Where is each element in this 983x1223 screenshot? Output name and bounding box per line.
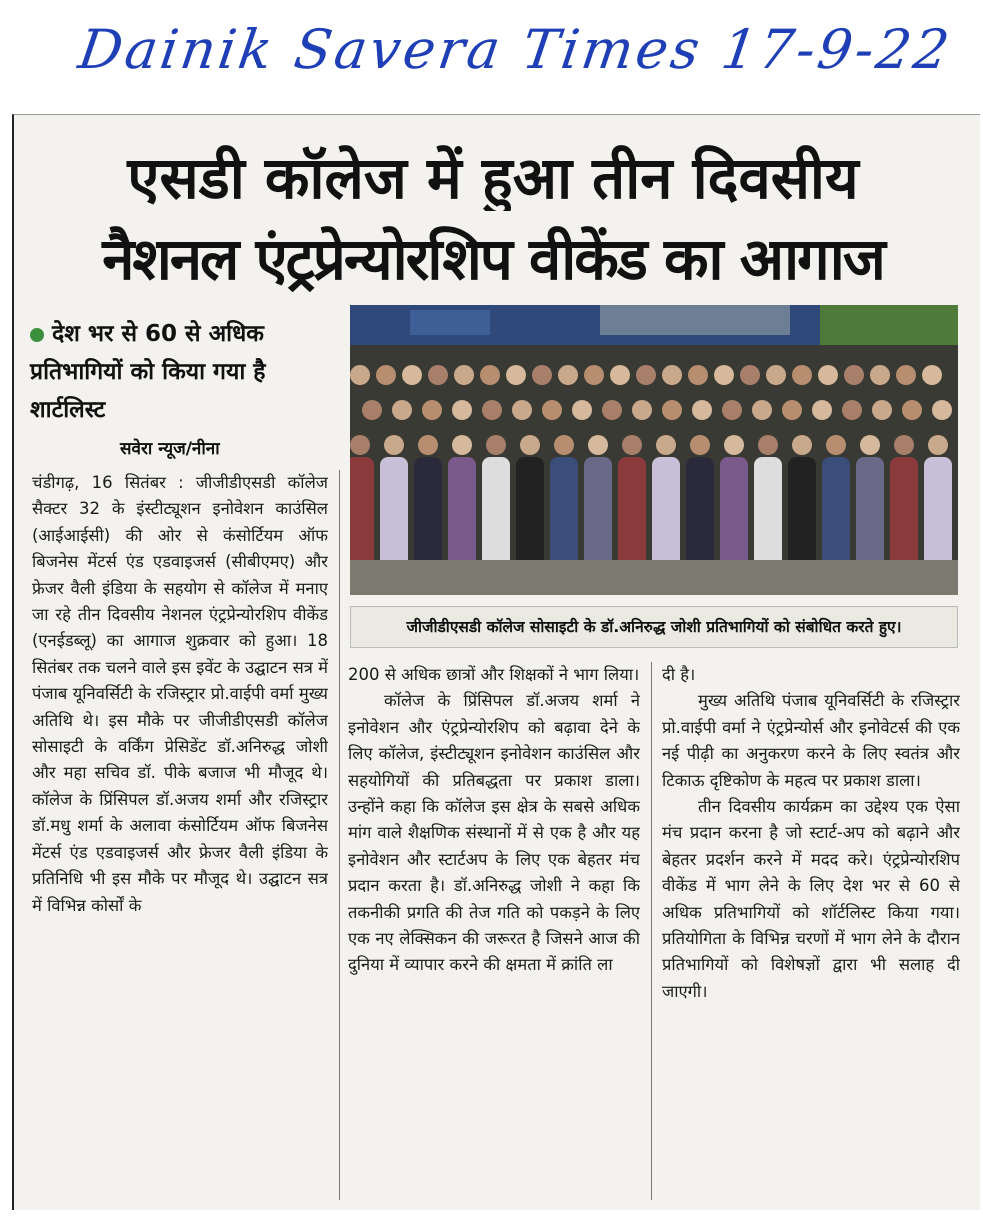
column-divider [651, 662, 652, 1200]
paragraph: चंडीगढ़, 16 सितंबर : जीजीडीएसडी कॉलेज सैक्टर 32 के इंस्टीट्यूशन इनोवेशन काउंसिल (आईआईसी) की ओर से कंसोर्टियम ऑफ बिजनेस मेंटर्स एंड एडवाइजर्स (सीबीएमए) और फ्रेजर वैली इंडिया के सहयोग से कॉलेज में मनाए जा रहे तीन दिवसीय नेशनल एंट्रप्रेन्योरशिप वीकेंड (एनईडब्लू) का आगाज शुक्रवार को हुआ। 18 सितंबर तक चलने वाले इस इवेंट के उद्घाटन सत्र में पंजाब यूनिवर्सिटी के रजिस्ट्रार प्रो.वाईपी वर्मा मुख्य अतिथि थे। इस मौके पर जीजीडीएसडी कॉलेज सोसाइटी के वर्किंग प्रेसिडेंट डॉ.अनिरुद्ध जोशी और महा सचिव डॉ. पीके बजाज भी मौजूद थे। कॉलेज के प्रिंसिपल डॉ.अजय शर्मा और रजिस्ट्रार डॉ.मधु शर्मा के अलावा कंसोर्टियम ऑफ बिजनेस मेंटर्स एंड एडवाइजर्स और फ्रेजर वैली इंडिया के प्रतिनिधि भी इस मौके पर मौजूद थे। उद्घाटन सत्र में विभिन्न कोर्सों के [32, 473, 328, 915]
article-column-3 [662, 662, 960, 1200]
bullet-icon [30, 328, 44, 342]
group-photo-illustration [350, 305, 958, 595]
paragraph: 200 से अधिक छात्रों और शिक्षकों ने भाग लिया। [348, 665, 640, 684]
paragraph: मुख्य अतिथि पंजाब यूनिवर्सिटी के रजिस्ट्रार प्रो.वाईपी वर्मा ने एंट्रप्रेन्योर्स और इनोवेटर्स की एक नई पीढ़ी का अनुकरण करने के लिए स्वतंत्र और टिकाऊ दृष्टिकोण के महत्व पर प्रकाश डाला। [662, 691, 960, 790]
subheadline [30, 315, 335, 429]
subheadline-text: देश भर से 60 से अधिक प्रतिभागियों को किया गया है शार्टलिस्ट [30, 321, 266, 423]
article-column-2 [348, 662, 640, 1200]
group-photo [350, 305, 958, 595]
headline-line-1: एसडी कॉलेज में हुआ तीन दिवसीय [127, 145, 859, 211]
paragraph: कॉलेज के प्रिंसिपल डॉ.अजय शर्मा ने इनोवेशन और एंट्रप्रेन्योरशिप को बढ़ावा देने के लिए कॉलेज, इंस्टीट्यूशन इनोवेशन काउंसिल और सहयोगियों की प्रतिबद्धता पर प्रकाश डाला। उन्होंने कहा कि कॉलेज इस क्षेत्र के सबसे अधिक मांग वाले शैक्षणिक संस्थानों में से एक है और यह इनोवेशन और स्टार्टअप के लिए एक बेहतर मंच प्रदान करता है। डॉ.अनिरुद्ध जोशी ने कहा कि तकनीकी प्रगति की तेज गति को पकड़ने के लिए एक नए लेक्सिकन की जरूरत है जिसने आज की दुनिया में व्यापार करने की क्षमता में क्रांति ला [348, 691, 640, 975]
headline-line-2: नैशनल एंट्रप्रेन्योरशिप वीकेंड का आगाज [102, 226, 884, 292]
paragraph: तीन दिवसीय कार्यक्रम का उद्देश्य एक ऐसा मंच प्रदान करना है जो स्टार्ट-अप को बढ़ाने और बेहतर प्रदर्शन करने में मदद करे। एंट्रप्रेन्योरशिप वीकेंड में भाग लेने के लिए देश भर से 60 से अधिक प्रतिभागियों को शॉर्टलिस्ट किया गया। प्रतियोगिता के विभिन्न चरणों में भाग लेने के दौरान प्रतिभागियों को विशेषज्ञों द्वारा भी सलाह दी जाएगी। [662, 797, 960, 1001]
photo-caption: जीजीडीएसडी कॉलेज सोसाइटी के डॉ.अनिरुद्ध जोशी प्रतिभागियों को संबोधित करते हुए। [350, 606, 958, 648]
handwritten-date-note: Dainik Savera Times 17-9-22 [74, 18, 956, 81]
byline: सवेरा न्यूज/नीना [120, 439, 220, 459]
article-column-1 [32, 470, 328, 1200]
column-divider [339, 470, 340, 1200]
paragraph: दी है। [662, 665, 696, 684]
